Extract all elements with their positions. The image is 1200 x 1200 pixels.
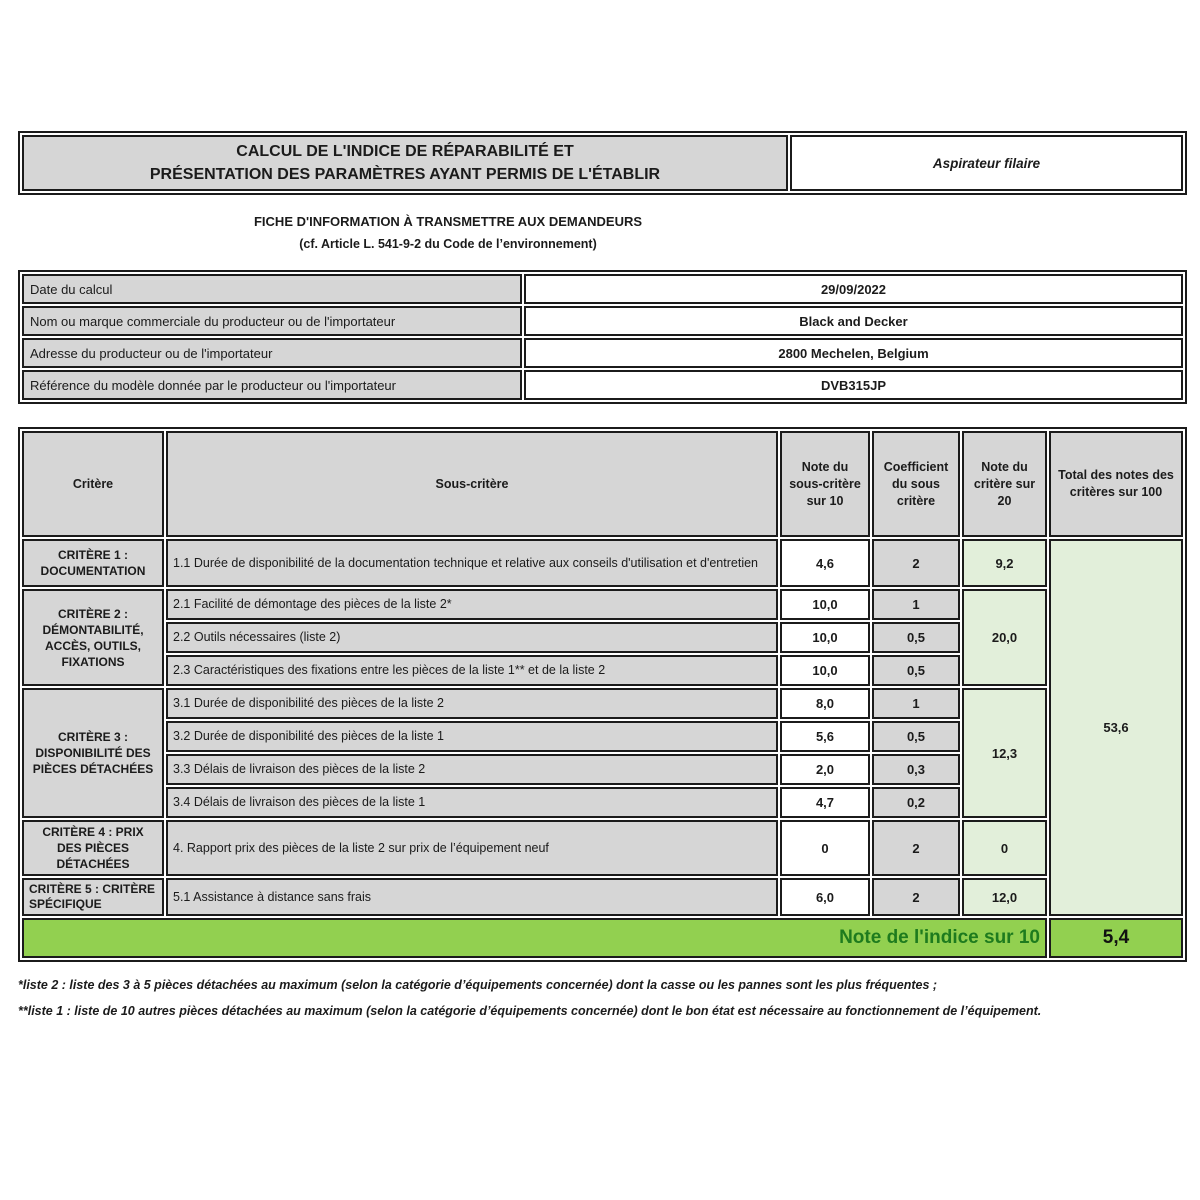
coefficient-2-2: 0,5: [872, 622, 960, 653]
criterion-5-cell: CRITÈRE 5 : CRITÈRE SPÉCIFIQUE: [22, 878, 164, 916]
criterion-3-note: 12,3: [962, 688, 1047, 818]
note-1-1: 4,6: [780, 539, 870, 587]
criteria-table: [18, 427, 1187, 962]
info-value-date: 29/09/2022: [524, 274, 1183, 304]
note-2-1: 10,0: [780, 589, 870, 620]
row-2-1: [22, 589, 1183, 620]
info-row-date: [22, 274, 1183, 304]
sub-criterion-3-1: 3.1 Durée de disponibilité des pièces de la liste 2: [166, 688, 778, 719]
repairability-sheet: [18, 0, 1183, 1024]
info-label-date: Date du calcul: [22, 274, 522, 304]
sub-criterion-2-3: 2.3 Caractéristiques des fixations entre les pièces de la liste 1** et de la liste 2: [166, 655, 778, 686]
info-row-brand: [22, 306, 1183, 336]
info-label-address: Adresse du producteur ou de l'importateur: [22, 338, 522, 368]
index-footer-value: 5,4: [1049, 918, 1183, 958]
info-value-brand: Black and Decker: [524, 306, 1183, 336]
note-5-1: 6,0: [780, 878, 870, 916]
index-footer-label: Note de l'indice sur 10: [22, 918, 1047, 958]
note-2-2: 10,0: [780, 622, 870, 653]
document-title-line1: CALCUL DE L'INDICE DE RÉPARABILITÉ ET: [236, 143, 574, 160]
footnotes: [18, 972, 1183, 1024]
criterion-3-cell: CRITÈRE 3 : DISPONIBILITÉ DES PIÈCES DÉTACHÉES: [22, 688, 164, 818]
criterion-1-cell: CRITÈRE 1 : DOCUMENTATION: [22, 539, 164, 587]
info-table: [18, 270, 1187, 404]
sub-criterion-4: 4. Rapport prix des pièces de la liste 2 sur prix de l’équipement neuf: [166, 820, 778, 876]
subtitle-line2: (cf. Article L. 541-9-2 du Code de l’environnement): [299, 237, 597, 251]
criterion-4-cell: CRITÈRE 4 : PRIX DES PIÈCES DÉTACHÉES: [22, 820, 164, 876]
note-3-3: 2,0: [780, 754, 870, 785]
footnote-liste2: *liste 2 : liste des 3 à 5 pièces détachées au maximum (selon la catégorie d’équipements concernée) dont la casse ou les pannes sont les plus fréquentes ;: [18, 978, 938, 992]
sub-criterion-5-1: 5.1 Assistance à distance sans frais: [166, 878, 778, 916]
note-3-4: 4,7: [780, 787, 870, 818]
info-value-address: 2800 Mechelen, Belgium: [524, 338, 1183, 368]
coefficient-3-1: 1: [872, 688, 960, 719]
coefficient-5-1: 2: [872, 878, 960, 916]
index-footer-row: [22, 918, 1183, 958]
column-header-total: Total des notes des critères sur 100: [1049, 431, 1183, 537]
header-box: [18, 131, 1187, 195]
document-title-line2: PRÉSENTATION DES PARAMÈTRES AYANT PERMIS DE L'ÉTABLIR: [149, 166, 661, 183]
column-header-critere: Critère: [22, 431, 164, 537]
column-header-note-critere: Note du critère sur 20: [962, 431, 1047, 537]
note-3-1: 8,0: [780, 688, 870, 719]
column-header-note-sous-critere: Note du sous-critère sur 10: [780, 431, 870, 537]
row-5-1: [22, 878, 1183, 916]
criterion-5-note: 12,0: [962, 878, 1047, 916]
criterion-1-note: 9,2: [962, 539, 1047, 587]
sub-criterion-3-2: 3.2 Durée de disponibilité des pièces de la liste 1: [166, 721, 778, 752]
info-row-model: [22, 370, 1183, 400]
footnote-liste1: **liste 1 : liste de 10 autres pièces détachées au maximum (selon la catégorie d’équipements concernée) dont le bon état est nécessaire au fonctionnement de l’équipement.: [18, 1004, 1042, 1018]
info-value-model: DVB315JP: [524, 370, 1183, 400]
note-3-2: 5,6: [780, 721, 870, 752]
info-label-brand: Nom ou marque commerciale du producteur ou de l'importateur: [22, 306, 522, 336]
coefficient-3-4: 0,2: [872, 787, 960, 818]
criterion-4-note: 0: [962, 820, 1047, 876]
info-row-address: [22, 338, 1183, 368]
column-header-coefficient: Coefficient du sous critère: [872, 431, 960, 537]
criterion-2-note: 20,0: [962, 589, 1047, 686]
note-4: 0: [780, 820, 870, 876]
row-4: [22, 820, 1183, 876]
sub-criterion-3-3: 3.3 Délais de livraison des pièces de la liste 2: [166, 754, 778, 785]
subtitle: [18, 211, 878, 255]
product-category: Aspirateur filaire: [790, 135, 1183, 191]
sub-criterion-2-1: 2.1 Facilité de démontage des pièces de la liste 2*: [166, 589, 778, 620]
coefficient-4: 2: [872, 820, 960, 876]
coefficient-2-3: 0,5: [872, 655, 960, 686]
document-title: [22, 135, 788, 191]
note-2-3: 10,0: [780, 655, 870, 686]
subtitle-line1: FICHE D'INFORMATION À TRANSMETTRE AUX DEMANDEURS: [253, 214, 643, 229]
column-header-sous-critere: Sous-critère: [166, 431, 778, 537]
coefficient-3-3: 0,3: [872, 754, 960, 785]
sub-criterion-3-4: 3.4 Délais de livraison des pièces de la liste 1: [166, 787, 778, 818]
row-3-1: [22, 688, 1183, 719]
sub-criterion-2-2: 2.2 Outils nécessaires (liste 2): [166, 622, 778, 653]
coefficient-3-2: 0,5: [872, 721, 960, 752]
info-label-model: Référence du modèle donnée par le producteur ou l'importateur: [22, 370, 522, 400]
criterion-2-cell: CRITÈRE 2 : DÉMONTABILITÉ, ACCÈS, OUTILS, FIXATIONS: [22, 589, 164, 686]
coefficient-2-1: 1: [872, 589, 960, 620]
sub-criterion-1-1: 1.1 Durée de disponibilité de la documentation technique et relative aux conseils d'utilisation et d'entretien: [166, 539, 778, 587]
criteria-header-row: [22, 431, 1183, 537]
coefficient-1-1: 2: [872, 539, 960, 587]
total-notes-cell: 53,6: [1049, 539, 1183, 916]
row-1-1: [22, 539, 1183, 587]
